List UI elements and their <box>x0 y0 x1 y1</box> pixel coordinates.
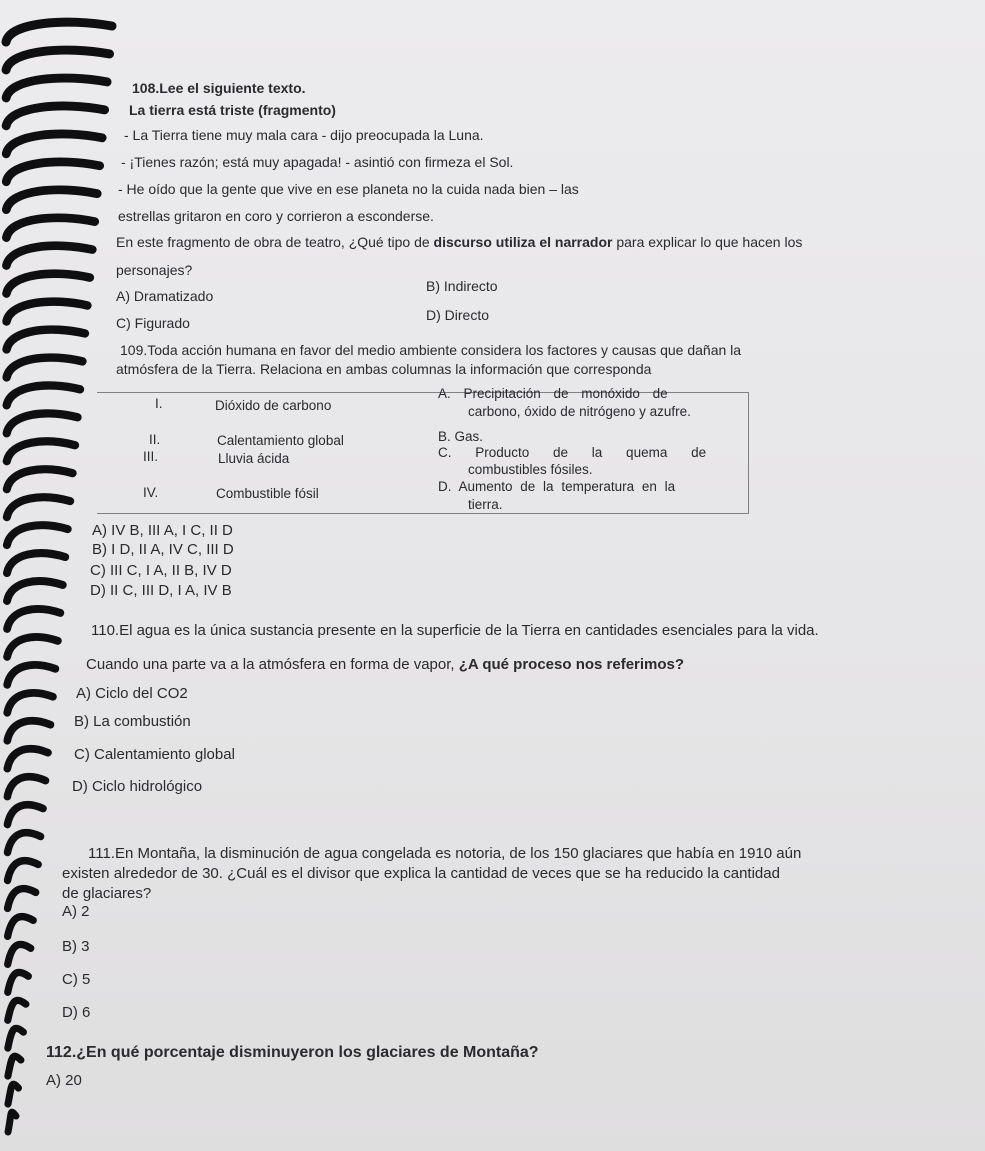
spiral-ring <box>7 805 43 825</box>
spiral-ring <box>8 972 29 992</box>
spiral-ring <box>7 302 88 322</box>
q108-option-d: D) Directo <box>426 307 490 323</box>
spiral-ring <box>7 721 50 741</box>
spiral-ring <box>7 665 55 685</box>
spiral-ring <box>7 693 53 713</box>
q110-line-2: Cuando una parte va a la atmósfera en forma de vapor, ¿A qué proceso nos referimos? <box>86 656 685 673</box>
spiral-ring <box>7 413 78 433</box>
spiral-ring <box>7 581 63 601</box>
spiral-ring <box>7 497 70 517</box>
q108-line-4: estrellas gritaron en coro y corrieron a esconderse. <box>118 208 434 224</box>
q109-option-a: A) IV B, III A, I C, II D <box>92 522 233 539</box>
spiral-ring <box>6 106 104 126</box>
left-num-2: II. <box>149 432 161 447</box>
left-item-2: Calentamiento global <box>217 433 344 448</box>
spiral-ring <box>8 1084 19 1104</box>
spiral-ring <box>7 609 60 629</box>
q110-line-1: 110.El agua es la única sustancia presente en la superficie de la Tierra en cantidades esenciales para la vida. <box>91 622 819 639</box>
spiral-ring <box>7 749 48 769</box>
left-item-4: Combustible fósil <box>216 486 319 501</box>
spiral-ring <box>8 944 31 964</box>
q109-line-2: atmósfera de la Tierra. Relaciona en ambas columnas la información que corresponda <box>116 361 652 377</box>
spiral-ring <box>7 469 73 489</box>
q108-line-3: - He oído que la gente que vive en ese planeta no la cuida nada bien – las <box>118 181 579 197</box>
spiral-ring <box>6 50 109 70</box>
right-item-a-line-2: carbono, óxido de nitrógeno y azufre. <box>468 404 691 419</box>
spiral-ring <box>7 833 40 853</box>
q112-option-a: A) 20 <box>46 1072 82 1089</box>
spiral-ring <box>8 1112 16 1132</box>
spiral-ring <box>6 190 97 210</box>
spiral-ring <box>8 1056 21 1076</box>
matching-table <box>97 386 749 514</box>
right-item-d-line-1: D. Aumento de la temperatura en la <box>438 479 676 494</box>
spiral-ring <box>7 330 85 350</box>
q108-option-b: B) Indirecto <box>426 278 498 294</box>
q108-header: 108.Lee el siguiente texto. <box>132 80 306 96</box>
q108-option-c: C) Figurado <box>116 315 190 331</box>
q108-title: La tierra está triste (fragmento) <box>129 102 336 118</box>
q108-question-line-2: personajes? <box>116 262 193 278</box>
left-item-3: Lluvia ácida <box>218 451 290 466</box>
spiral-ring <box>8 861 39 881</box>
q110-option-c: C) Calentamiento global <box>74 746 235 763</box>
q108-option-a: A) Dramatizado <box>116 288 214 304</box>
right-item-a-line-1: A. Precipitación de monóxido de <box>438 386 668 401</box>
spiral-ring <box>6 246 92 266</box>
spiral-ring <box>8 1000 26 1020</box>
q109-option-c: C) III C, I A, II B, IV D <box>90 562 232 579</box>
q108-line-2: - ¡Tienes razón; está muy apagada! - asintió con firmeza el Sol. <box>121 154 514 170</box>
spiral-ring <box>6 218 94 238</box>
q110-option-d: D) Ciclo hidrológico <box>72 778 203 795</box>
left-item-1: Dióxido de carbono <box>215 398 332 413</box>
right-item-c-line-1: C. Producto de la quema de <box>438 445 707 460</box>
q108-question: En este fragmento de obra de teatro, ¿Qué tipo de discurso utiliza el narrador para explicar lo que hacen los <box>116 234 803 250</box>
q108-line-1: - La Tierra tiene muy mala cara - dijo preocupada la Luna. <box>124 127 484 143</box>
right-item-d-line-2: tierra. <box>468 497 503 512</box>
q111-line-1: 111.En Montaña, la disminución de agua congelada es notoria, de los 150 glaciares que había en 1910 aún <box>88 845 802 862</box>
left-num-4: IV. <box>143 485 159 500</box>
q110-option-a: A) Ciclo del CO2 <box>76 685 188 702</box>
q109-option-d: D) II C, III D, I A, IV B <box>90 582 232 599</box>
spiral-ring <box>7 525 68 545</box>
q111-line-2: existen alrededor de 30. ¿Cuál es el divisor que explica la cantidad de veces que se ha reducido la cantidad <box>62 865 780 882</box>
spiral-ring <box>6 134 102 154</box>
left-num-3: III. <box>143 449 159 464</box>
q109-option-b: B) I D, II A, IV C, III D <box>92 541 234 558</box>
right-item-c-line-2: combustibles fósiles. <box>468 462 593 477</box>
q111-option-a: A) 2 <box>62 903 90 920</box>
spiral-ring <box>8 916 34 936</box>
spiral-ring <box>8 1028 24 1048</box>
spiral-ring <box>7 358 83 378</box>
spiral-ring <box>7 637 58 657</box>
q109-line-1: 109.Toda acción humana en favor del medio ambiente considera los factores y causas que dañan la <box>120 342 742 358</box>
spiral-ring <box>6 274 89 294</box>
spiral-ring <box>7 553 65 573</box>
spiral-ring <box>7 441 75 461</box>
spiral-ring <box>6 78 107 98</box>
q110-option-b: B) La combustión <box>74 713 191 730</box>
q111-option-d: D) 6 <box>62 1004 91 1021</box>
spiral-ring <box>7 385 80 405</box>
spiral-ring <box>6 22 112 42</box>
q111-option-c: C) 5 <box>62 971 91 988</box>
q112-question: 112.¿En qué porcentaje disminuyeron los glaciares de Montaña? <box>46 1044 539 1061</box>
q111-line-3: de glaciares? <box>62 885 152 902</box>
spiral-ring <box>8 889 36 909</box>
left-num-1: I. <box>155 396 163 411</box>
spiral-ring <box>7 777 45 797</box>
right-item-b: B. Gas. <box>438 429 484 444</box>
q111-option-b: B) 3 <box>62 938 90 955</box>
spiral-ring <box>6 162 99 182</box>
